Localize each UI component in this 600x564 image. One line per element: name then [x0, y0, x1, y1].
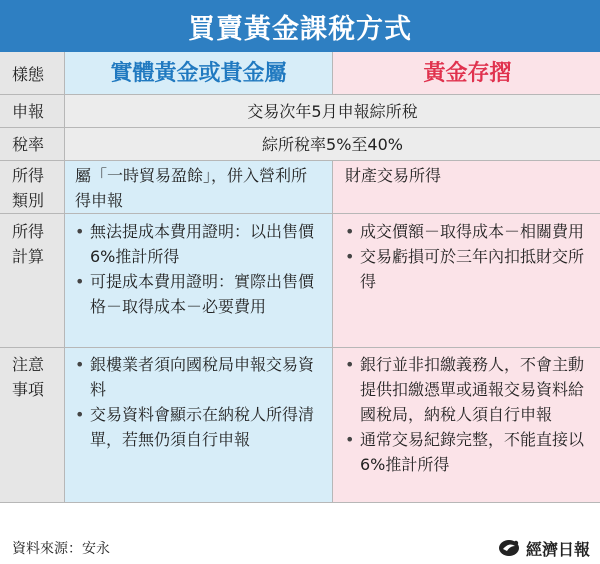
declare-value: 交易次年5月申報綜所稅 — [65, 95, 600, 127]
bullet-icon: • — [345, 247, 355, 266]
notes-label-line2: 事項 — [12, 380, 45, 399]
brand-logo-icon — [497, 538, 521, 558]
declare-row — [0, 95, 600, 128]
list-item — [345, 244, 590, 294]
list-item — [75, 219, 322, 269]
rate-row — [0, 128, 600, 161]
bullet-icon: • — [345, 222, 355, 241]
list-item-text: 交易資料會顯示在納稅人所得清單，若無仍須自行申報 — [90, 405, 315, 449]
bullet-icon: • — [75, 272, 85, 291]
header-label: 樣態 — [0, 52, 65, 94]
list-item — [75, 402, 322, 452]
category-row — [0, 161, 600, 214]
notes-row — [0, 348, 600, 503]
calculation-physical — [65, 214, 333, 347]
list-item — [345, 219, 590, 244]
list-item-text: 交易虧損可於三年內扣抵財交所得 — [360, 247, 585, 291]
calculation-label — [0, 214, 65, 347]
bullet-icon: • — [75, 405, 85, 424]
notes-label-line1: 注意 — [12, 355, 45, 374]
rate-label: 稅率 — [0, 128, 65, 160]
list-item — [345, 427, 590, 477]
tax-table — [0, 52, 600, 503]
bullet-icon: • — [75, 355, 85, 374]
list-item — [345, 352, 590, 427]
list-item-text: 成交價額－取得成本－相關費用 — [360, 222, 585, 241]
declare-label: 申報 — [0, 95, 65, 127]
list-item — [75, 352, 322, 402]
notes-physical — [65, 348, 333, 502]
category-passbook: 財產交易所得 — [333, 161, 600, 213]
source-note: 資料來源：安永 — [12, 541, 110, 557]
list-item-text: 無法提成本費用證明：以出售價6%推計所得 — [90, 222, 315, 266]
calculation-row — [0, 214, 600, 348]
bullet-icon: • — [345, 430, 355, 449]
category-label-line2: 類別 — [12, 191, 45, 210]
notes-passbook — [333, 348, 600, 502]
notes-label — [0, 348, 65, 502]
header-row — [0, 52, 600, 95]
calculation-label-line1: 所得 — [12, 222, 45, 241]
list-item-text: 通常交易紀錄完整，不能直接以6%推計所得 — [360, 430, 585, 474]
list-item-text: 銀樓業者須向國稅局申報交易資料 — [90, 355, 315, 399]
brand — [497, 537, 600, 560]
bullet-icon: • — [345, 355, 355, 374]
category-label — [0, 161, 65, 213]
title-bar — [0, 0, 600, 52]
gold-passbook-heading: 黃金存摺 — [333, 52, 600, 94]
page-title: 買賣黃金課稅方式 — [188, 13, 412, 45]
list-item-text: 銀行並非扣繳義務人，不會主動提供扣繳憑單或通報交易資料給國稅局，納稅人須自行申報 — [360, 355, 585, 424]
bullet-icon: • — [75, 222, 85, 241]
rate-value: 綜所稅率5%至40% — [65, 128, 600, 160]
brand-name: 經濟日報 — [525, 539, 590, 559]
list-item — [75, 269, 322, 319]
calculation-passbook — [333, 214, 600, 347]
footer — [0, 532, 600, 564]
list-item-text: 可提成本費用證明：實際出售價格－取得成本－必要費用 — [90, 272, 315, 316]
physical-gold-heading: 實體黃金或貴金屬 — [65, 52, 333, 94]
category-label-line1: 所得 — [12, 166, 45, 185]
calculation-label-line2: 計算 — [12, 247, 45, 266]
category-physical: 屬「一時貿易盈餘」，併入營利所得申報 — [65, 161, 333, 213]
